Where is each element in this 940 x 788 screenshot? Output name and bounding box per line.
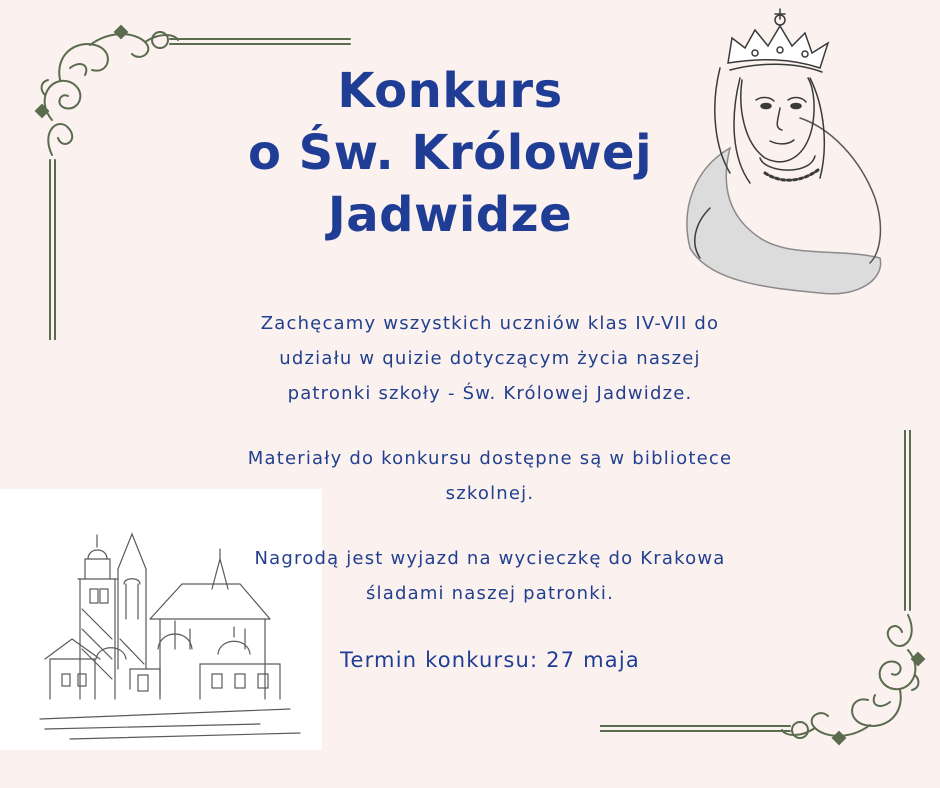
materials-line-2: szkolnej. bbox=[445, 483, 535, 504]
intro-line-2: udziału w quizie dotyczącym życia naszej bbox=[279, 348, 701, 369]
title-line-1: Konkurs bbox=[337, 63, 563, 119]
intro-line-1: Zachęcamy wszystkich uczniów klas IV-VII do bbox=[260, 313, 720, 334]
title-line-3: Jadwidze bbox=[327, 187, 573, 243]
prize-paragraph bbox=[210, 541, 770, 611]
deadline-text: Termin konkursu: 27 maja bbox=[340, 648, 640, 672]
title-line-2: o Św. Królowej bbox=[247, 125, 653, 181]
prize-line-1: Nagrodą jest wyjazd na wycieczkę do Krakowa bbox=[254, 548, 726, 569]
prize-line-2: śladami naszej patronki. bbox=[365, 583, 615, 604]
castle-image-panel bbox=[0, 489, 322, 750]
intro-paragraph bbox=[210, 306, 770, 411]
intro-line-3: patronki szkoły - Św. Królowej Jadwidze. bbox=[287, 383, 693, 404]
page-title bbox=[190, 60, 710, 246]
castle-sketch-image bbox=[0, 489, 322, 750]
materials-line-1: Materiały do konkursu dostępne są w bibliotece bbox=[247, 448, 733, 469]
